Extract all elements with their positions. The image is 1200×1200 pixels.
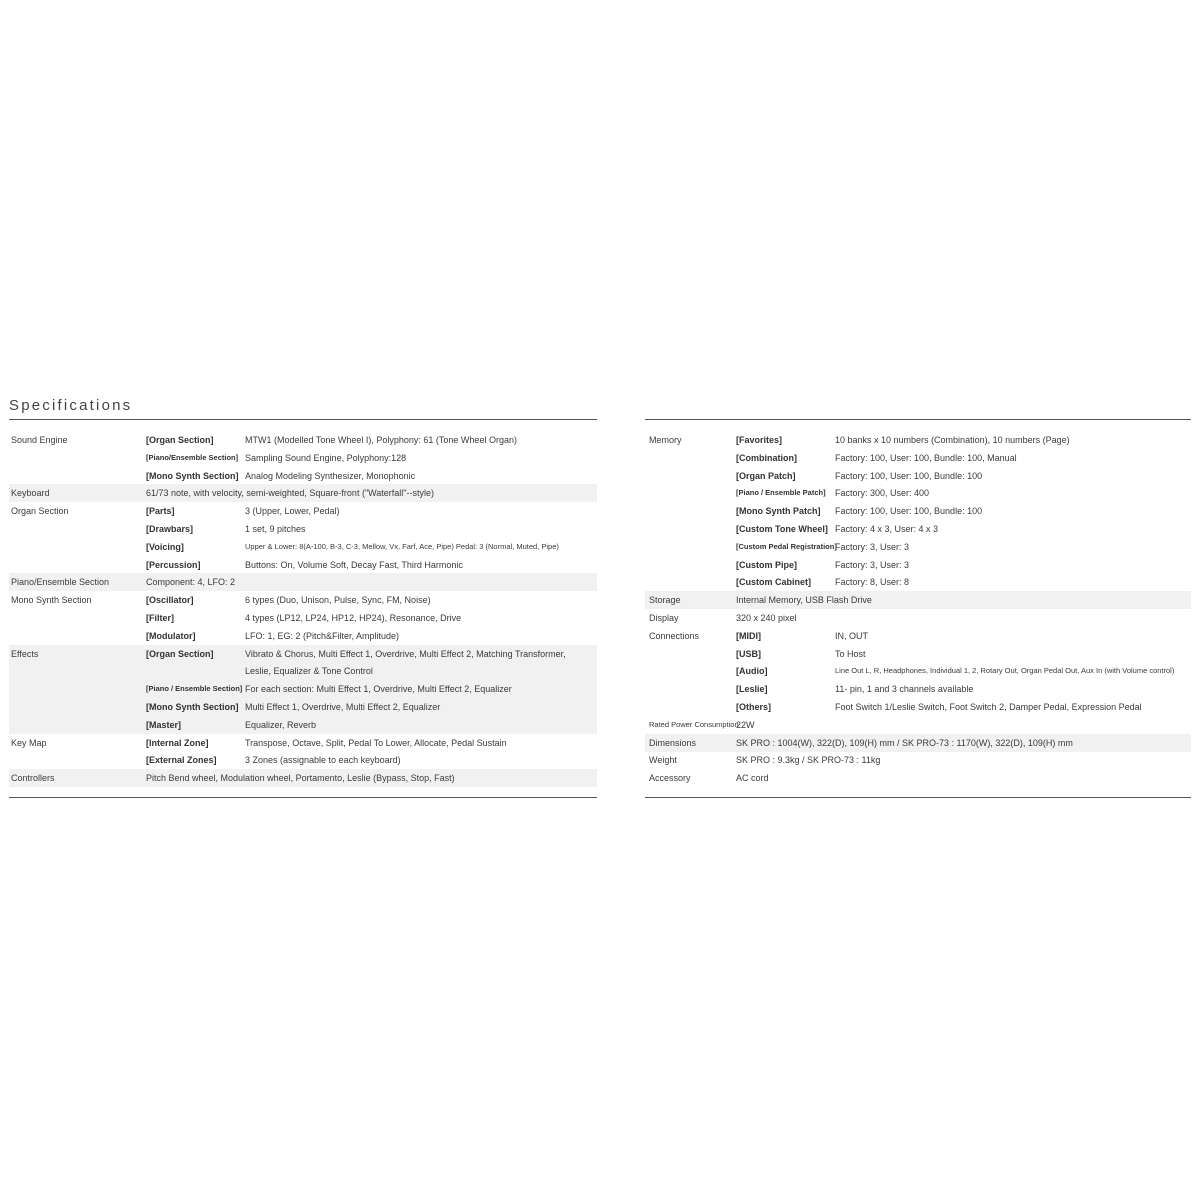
spec-sub-label: [Mono Synth Section] bbox=[146, 702, 239, 712]
spec-row bbox=[9, 484, 597, 502]
spec-sub-label: [Master] bbox=[146, 719, 182, 730]
spec-value: SK PRO : 9.3kg / SK PRO-73 : 11kg bbox=[736, 755, 881, 766]
spec-value: 22W bbox=[736, 719, 755, 730]
spec-value: Sampling Sound Engine, Polyphony:128 bbox=[245, 452, 407, 463]
spec-row bbox=[645, 520, 1191, 538]
spec-value: SK PRO : 1004(W), 322(D), 109(H) mm / SK PRO-73 : 1170(W), 322(D), 109(H) mm bbox=[736, 737, 1073, 748]
spec-sub-label: [Piano / Ensemble Section] bbox=[146, 684, 243, 694]
spec-row bbox=[9, 431, 597, 449]
spec-sub-label: [Others] bbox=[736, 702, 772, 712]
spec-value: 6 types (Duo, Unison, Pulse, Sync, FM, Noise) bbox=[245, 595, 431, 606]
spec-label: Keyboard bbox=[11, 488, 50, 499]
spec-value: MTW1 (Modelled Tone Wheel I), Polyphony: 61 (Tone Wheel Organ) bbox=[245, 435, 517, 445]
spec-value: Multi Effect 1, Overdrive, Multi Effect 2, Equalizer bbox=[245, 702, 441, 712]
top-rule-right bbox=[645, 419, 1191, 420]
spec-value: Component: 4, LFO: 2 bbox=[146, 577, 236, 588]
spec-value: Equalizer, Reverb bbox=[245, 719, 317, 730]
spec-label: Mono Synth Section bbox=[11, 595, 92, 606]
spec-row bbox=[9, 645, 597, 663]
spec-sub-label: [Organ Section] bbox=[146, 435, 214, 445]
spec-value: 61/73 note, with velocity, semi-weighted, Square-front ("Waterfall"--style) bbox=[146, 488, 434, 499]
spec-row bbox=[9, 467, 597, 485]
spec-row bbox=[645, 609, 1191, 627]
spec-row bbox=[645, 556, 1191, 574]
spec-row bbox=[645, 734, 1191, 752]
spec-sub-label: [Mono Synth Patch] bbox=[736, 506, 821, 517]
spec-sub-label: [Piano / Ensemble Patch] bbox=[736, 488, 826, 498]
spec-label: Weight bbox=[649, 755, 677, 766]
spec-value: Factory: 3, User: 3 bbox=[835, 541, 910, 552]
spec-label: Organ Section bbox=[11, 506, 69, 517]
spec-label: Dimensions bbox=[649, 737, 697, 748]
spec-label: Piano/Ensemble Section bbox=[11, 577, 110, 588]
spec-row bbox=[9, 538, 597, 556]
spec-label: Rated Power Consumption bbox=[649, 719, 739, 729]
spec-sub-label: [Custom Cabinet] bbox=[736, 577, 811, 588]
spec-label: Sound Engine bbox=[11, 435, 68, 445]
spec-sub-label: [Organ Section] bbox=[146, 648, 214, 659]
spec-value: 3 Zones (assignable to each keyboard) bbox=[245, 755, 401, 766]
spec-sub-label: [Custom Tone Wheel] bbox=[736, 524, 828, 534]
spec-label: Memory bbox=[649, 435, 682, 445]
spec-row bbox=[645, 698, 1191, 716]
spec-label: Storage bbox=[649, 595, 681, 606]
spec-value: Pitch Bend wheel, Modulation wheel, Portamento, Leslie (Bypass, Stop, Fast) bbox=[146, 773, 455, 784]
spec-label: Controllers bbox=[11, 773, 55, 784]
spec-sub-label: [Custom Pipe] bbox=[736, 559, 798, 570]
spec-value: Factory: 4 x 3, User: 4 x 3 bbox=[835, 524, 939, 534]
spec-value: Factory: 100, User: 100, Bundle: 100 bbox=[835, 506, 983, 517]
spec-row bbox=[9, 751, 597, 769]
spec-sub-label: [Parts] bbox=[146, 506, 175, 517]
spec-row bbox=[9, 680, 597, 698]
spec-value: 320 x 240 pixel bbox=[736, 613, 797, 623]
spec-sub-label: [Voicing] bbox=[146, 541, 184, 552]
spec-value: Factory: 100, User: 100, Bundle: 100 bbox=[835, 470, 983, 481]
spec-row bbox=[9, 502, 597, 520]
spec-row bbox=[9, 520, 597, 538]
spec-value: 4 types (LP12, LP24, HP12, HP24), Resonance, Drive bbox=[245, 613, 462, 623]
spec-row bbox=[645, 502, 1191, 520]
spec-row bbox=[645, 538, 1191, 556]
spec-value: Upper & Lower: 8(A-100, B-3, C-3, Mellow, Vx, Farf, Ace, Pipe) Pedal: 3 (Normal, Muted, Pipe) bbox=[245, 541, 559, 551]
spec-value: 10 banks x 10 numbers (Combination), 10 numbers (Page) bbox=[835, 435, 1070, 445]
spec-value: Line Out L, R, Headphones, Individual 1, 2, Rotary Out, Organ Pedal Out, Aux In (with Volume control) bbox=[835, 666, 1175, 676]
spec-sub-label: [Audio] bbox=[736, 666, 768, 677]
spec-row bbox=[645, 484, 1191, 502]
spec-value: IN, OUT bbox=[835, 630, 868, 641]
spec-row bbox=[9, 698, 597, 716]
spec-value: Internal Memory, USB Flash Drive bbox=[736, 595, 872, 606]
spec-value: Factory: 100, User: 100, Bundle: 100, Manual bbox=[835, 452, 1017, 463]
spec-sub-label: [Organ Patch] bbox=[736, 470, 796, 481]
spec-row bbox=[9, 591, 597, 609]
spec-sub-label: [MIDI] bbox=[736, 630, 761, 641]
spec-sub-label: [Filter] bbox=[146, 613, 174, 623]
top-rule-left bbox=[9, 419, 597, 420]
spec-row bbox=[645, 645, 1191, 663]
spec-value: Foot Switch 1/Leslie Switch, Foot Switch 2, Damper Pedal, Expression Pedal bbox=[835, 702, 1142, 712]
spec-row bbox=[645, 449, 1191, 467]
spec-value: Factory: 3, User: 3 bbox=[835, 559, 910, 570]
spec-value: AC cord bbox=[736, 773, 769, 784]
spec-sub-label: [External Zones] bbox=[146, 755, 217, 766]
spec-sub-label: [USB] bbox=[736, 648, 761, 659]
spec-sub-label: [Custom Pedal Registration] bbox=[736, 541, 837, 551]
spec-value: Transpose, Octave, Split, Pedal To Lower, Allocate, Pedal Sustain bbox=[245, 737, 507, 748]
spec-value: Factory: 8, User: 8 bbox=[835, 577, 910, 588]
spec-label: Display bbox=[649, 613, 679, 623]
spec-value: 3 (Upper, Lower, Pedal) bbox=[245, 506, 340, 517]
spec-row bbox=[645, 591, 1191, 609]
spec-value: To Host bbox=[835, 648, 866, 659]
spec-sub-label: [Internal Zone] bbox=[146, 737, 209, 748]
spec-row bbox=[9, 734, 597, 752]
spec-label: Effects bbox=[11, 648, 39, 659]
spec-row bbox=[9, 609, 597, 627]
spec-row bbox=[645, 716, 1191, 734]
spec-value: 11- pin, 1 and 3 channels available bbox=[835, 684, 974, 695]
spec-row bbox=[9, 716, 597, 734]
spec-row bbox=[645, 431, 1191, 449]
spec-sub-label: [Modulator] bbox=[146, 630, 196, 641]
bottom-rule-right bbox=[645, 797, 1191, 798]
spec-row bbox=[9, 769, 597, 787]
spec-value: Analog Modeling Synthesizer, Monophonic bbox=[245, 470, 416, 481]
spec-sub-label: [Combination] bbox=[736, 452, 797, 463]
spec-label: Accessory bbox=[649, 773, 691, 784]
spec-row bbox=[645, 662, 1191, 680]
spec-row bbox=[645, 627, 1191, 645]
spec-label: Connections bbox=[649, 630, 700, 641]
spec-value: Buttons: On, Volume Soft, Decay Fast, Third Harmonic bbox=[245, 559, 463, 570]
spec-sub-label: [Percussion] bbox=[146, 559, 201, 570]
spec-row bbox=[9, 573, 597, 591]
spec-row bbox=[645, 573, 1191, 591]
spec-sub-label: [Piano/Ensemble Section] bbox=[146, 452, 239, 462]
spec-value: Leslie, Equalizer & Tone Control bbox=[245, 666, 373, 677]
spec-value: Factory: 300, User: 400 bbox=[835, 488, 930, 499]
spec-sub-label: [Leslie] bbox=[736, 684, 768, 695]
spec-sub-label: [Favorites] bbox=[736, 435, 783, 445]
spec-value: Vibrato & Chorus, Multi Effect 1, Overdrive, Multi Effect 2, Matching Transformer, bbox=[245, 648, 566, 659]
spec-row bbox=[9, 556, 597, 574]
spec-row bbox=[9, 627, 597, 645]
spec-row bbox=[645, 751, 1191, 769]
spec-row bbox=[9, 449, 597, 467]
spec-row bbox=[9, 662, 597, 680]
page-title: Specifications bbox=[9, 397, 133, 414]
spec-sub-label: [Drawbars] bbox=[146, 524, 194, 534]
spec-value: 1 set, 9 pitches bbox=[245, 524, 306, 534]
spec-row bbox=[645, 769, 1191, 787]
spec-row bbox=[645, 467, 1191, 485]
bottom-rule-left bbox=[9, 797, 597, 798]
spec-value: LFO: 1, EG: 2 (Pitch&Filter, Amplitude) bbox=[245, 630, 400, 641]
spec-sub-label: [Mono Synth Section] bbox=[146, 470, 239, 481]
spec-row bbox=[645, 680, 1191, 698]
spec-value: For each section: Multi Effect 1, Overdrive, Multi Effect 2, Equalizer bbox=[245, 684, 512, 695]
spec-sub-label: [Oscillator] bbox=[146, 595, 194, 606]
spec-label: Key Map bbox=[11, 737, 47, 748]
